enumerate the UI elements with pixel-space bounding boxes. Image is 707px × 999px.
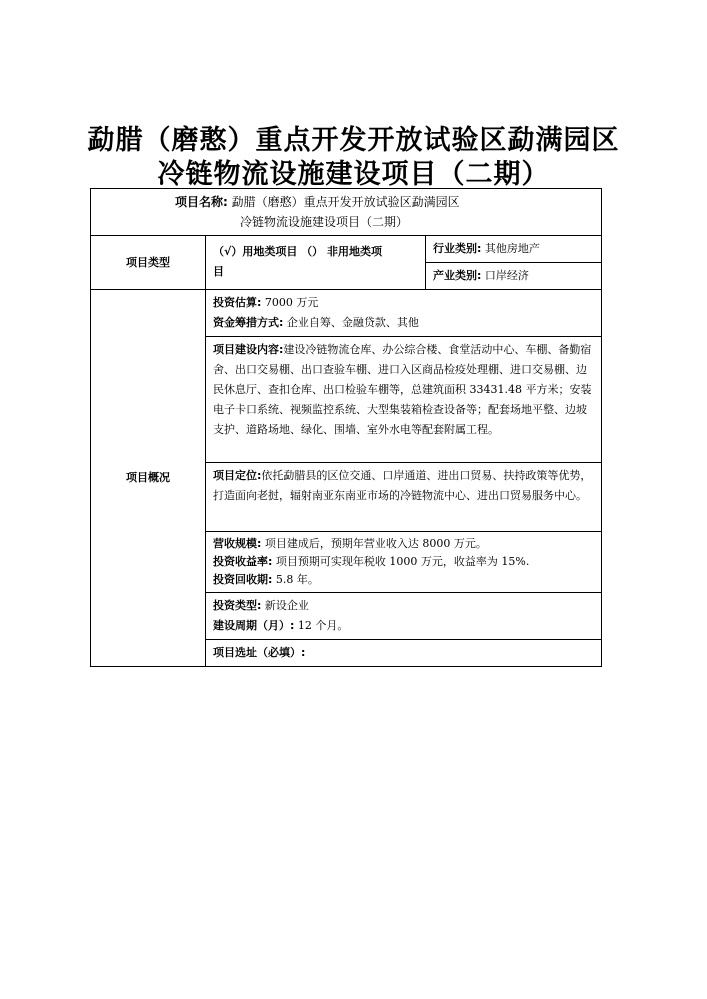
construction-content-label: 项目建设内容: xyxy=(213,343,284,356)
overview-label: 项目概况 xyxy=(91,290,206,667)
construction-content-cell xyxy=(206,337,602,463)
funding-method-value: 企业自筹、金融贷款、其他 xyxy=(286,316,419,329)
revenue-scale-label: 营收规模: xyxy=(213,537,262,550)
document-title-line1: 勐腊（磨憨）重点开发开放试验区勐满园区 xyxy=(87,125,620,156)
construction-content-value: 建设冷链物流仓库、办公综合楼、食堂活动中心、车棚、备勤宿舍、出口交易棚、出口查验车棚、进口入区商品检疫处理棚、进口交易棚、边民休息厅、查扣仓库、出口检验车棚等，总建筑面积 33431.48 平方米；安装电子卡口系统、视频监控系统、大型集装箱检查设备等；配套场地平整、边坡支护、道路场地、绿化、围墙、室外水电等配套附属工程。 xyxy=(213,343,592,436)
project-type-row-1 xyxy=(91,236,602,263)
revenue-scale-value: 项目建成后，预期年营业收入达 8000 万元。 xyxy=(264,537,487,550)
investment-cell xyxy=(206,290,602,337)
industry-category-value: 其他房地产 xyxy=(484,242,540,255)
positioning-value: 依托勐腊县的区位交通、口岸通道、进出口贸易、扶持政策等优势，打造面向老挝，辐射南亚东南亚市场的冷链物流中心、进出口贸易服务中心。 xyxy=(213,469,592,502)
site-cell xyxy=(206,640,602,667)
investment-type-label: 投资类型: xyxy=(213,599,262,612)
project-info-table xyxy=(90,188,602,667)
investment-estimate-label: 投资估算: xyxy=(213,296,262,309)
project-type-value-line2: 目 xyxy=(213,265,224,278)
sector-category-cell xyxy=(426,263,602,290)
positioning-label: 项目定位: xyxy=(213,469,262,482)
document-title-line2: 冷链物流设施建设项目（二期） xyxy=(157,159,550,190)
sector-category-label: 产业类别: xyxy=(433,269,482,282)
project-name-value-line1: 勐腊（磨憨）重点开发开放试验区勐满园区 xyxy=(231,195,460,209)
payback-period-value: 5.8 年。 xyxy=(275,573,319,586)
sector-category-value: 口岸经济 xyxy=(484,269,529,282)
return-rate-value: 项目预期可实现年税收 1000 万元，收益率为 15%. xyxy=(275,555,530,568)
funding-method-label: 资金筹措方式: xyxy=(213,316,284,329)
positioning-cell xyxy=(206,463,602,532)
investment-row xyxy=(91,290,602,337)
investment-estimate-value: 7000 万元 xyxy=(264,296,319,309)
project-type-value-line1: （√）用地类项目 （） 非用地类项 xyxy=(213,245,382,258)
project-name-value-line2: 冷链物流设施建设项目（二期） xyxy=(240,215,409,229)
project-name-row xyxy=(91,189,602,236)
payback-period-label: 投资回收期: xyxy=(213,573,273,586)
investment-type-value: 新设企业 xyxy=(264,599,309,612)
construction-period-value: 12 个月。 xyxy=(297,619,349,632)
revenue-cell xyxy=(206,532,602,593)
construction-period-label: 建设周期（月）: xyxy=(213,619,295,632)
return-rate-label: 投资收益率: xyxy=(213,555,273,568)
project-name-label: 项目名称: xyxy=(175,195,228,209)
industry-category-label: 行业类别: xyxy=(433,242,482,255)
project-type-label: 项目类型 xyxy=(91,236,206,290)
industry-category-cell xyxy=(426,236,602,263)
investment-type-cell xyxy=(206,593,602,640)
project-type-value-cell xyxy=(206,236,426,290)
project-name-cell xyxy=(91,189,602,236)
site-label: 项目选址（必填）: xyxy=(213,646,306,659)
